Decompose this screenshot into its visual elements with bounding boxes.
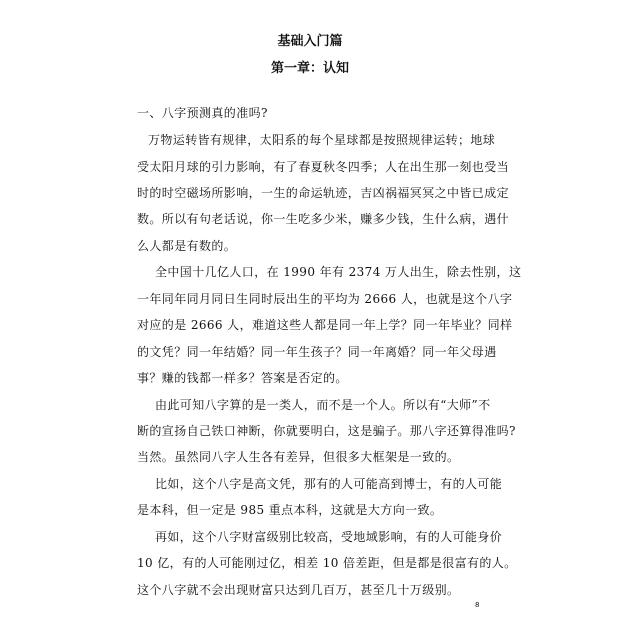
paragraph-1-line-2: 受太阳月球的引力影响，有了春夏秋冬四季；人在出生那一刻也受当 — [137, 160, 510, 174]
paragraph-3-line-1: 由此可知八字算的是一类人，而不是一个人。所以有“大师”不 — [155, 398, 491, 412]
paragraph-3-line-2: 断的宣扬自己铁口神断，你就要明白，这是骗子。那八字还算得准吗? — [137, 424, 516, 438]
paragraph-2-line-1: 全中国十几亿人口，在 1990 年有 2374 万人出生，除去性别，这 — [155, 265, 522, 279]
paragraph-2-line-5: 事？赚的钱都一样多？答案是否定的。 — [137, 371, 348, 385]
section-heading: 一、八字预测真的准吗? — [137, 106, 268, 120]
paragraph-5-line-1: 再如，这个八字财富级别比较高，受地域影响，有的人可能身价 — [155, 530, 503, 544]
page-number: 8 — [475, 601, 480, 609]
paragraph-1-line-1: 万物运转皆有规律，太阳系的每个星球都是按照规律运转；地球 — [148, 133, 496, 147]
paragraph-1-line-4: 数。所以有句老话说，你一生吃多少米，赚多少钱，生什么病，遇什 — [137, 212, 510, 226]
paragraph-2-line-4: 的文凭？同一年结婚？同一年生孩子？同一年离婚？同一年父母遇 — [137, 345, 497, 359]
paragraph-4-line-2: 是本科，但一定是 985 重点本科，这就是大方向一致。 — [137, 503, 443, 517]
paragraph-1-line-3: 时的时空磁场所影响，一生的命运轨迹，吉凶祸福冥冥之中皆已成定 — [137, 186, 510, 200]
paragraph-5-line-2: 10 亿，有的人可能刚过亿，相差 10 倍差距，但是都是很富有的人。 — [137, 556, 517, 570]
paragraph-3-line-3: 当然。虽然同八字人生各有差异，但很多大框架是一致的。 — [137, 450, 460, 464]
paragraph-5-line-3: 这个八字就不会出现财富只达到几百万，甚至几十万级别。 — [137, 583, 460, 597]
paragraph-2-line-2: 一年同年同月同日生同时辰出生的平均为 2666 人，也就是这个八字 — [137, 292, 513, 306]
paragraph-1-line-5: 么人都是有数的。 — [137, 239, 237, 253]
document-title: 基础入门篇 — [277, 34, 343, 49]
paragraph-2-line-3: 对应的是 2666 人，难道这些人都是同一年上学？同一年毕业？同样 — [137, 318, 513, 332]
paragraph-4-line-1: 比如，这个八字是高文凭，那有的人可能高到博士，有的人可能 — [155, 477, 503, 491]
chapter-title: 第一章：认知 — [270, 61, 349, 76]
